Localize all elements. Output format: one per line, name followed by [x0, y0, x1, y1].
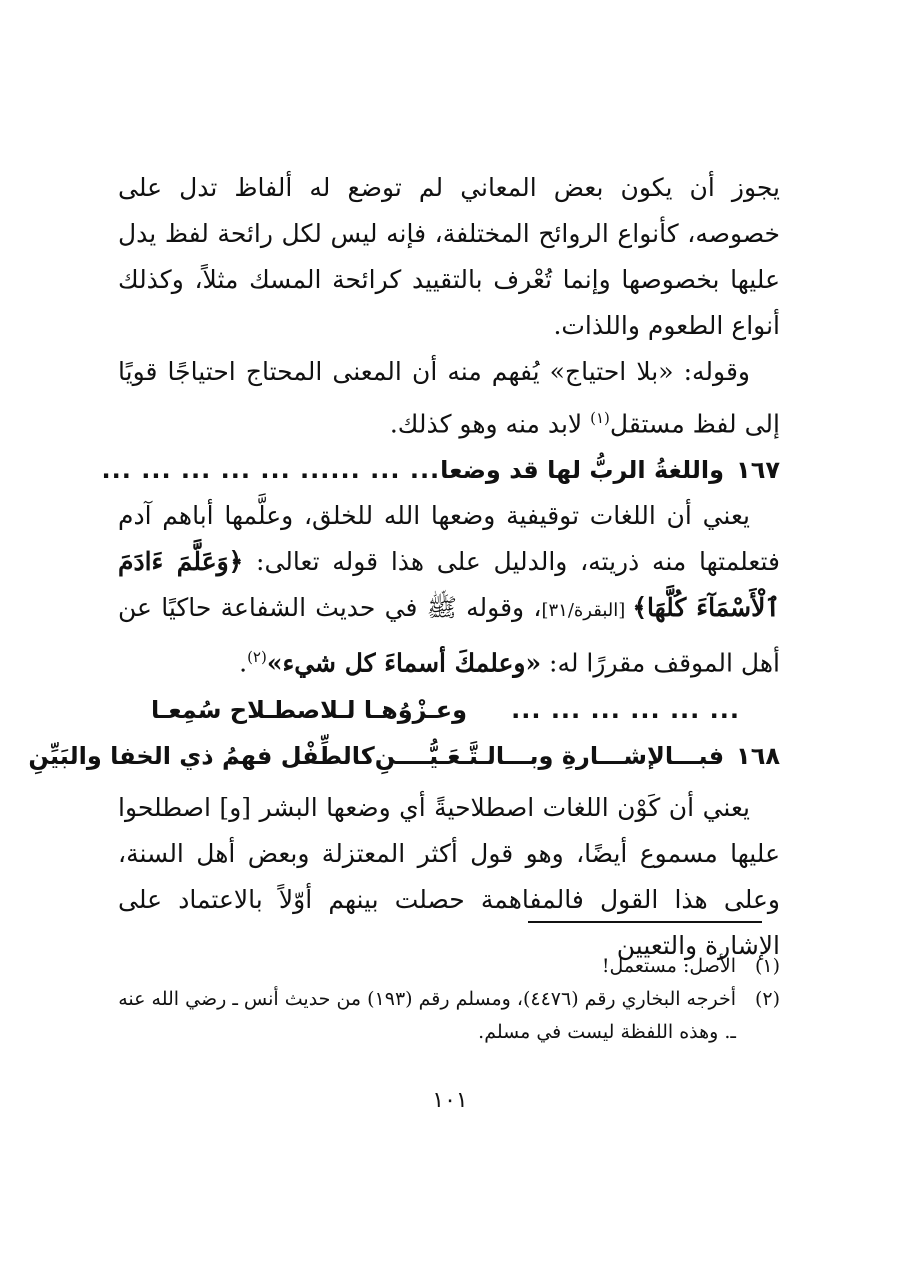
footnote-text: الأصل: مستعمل!	[601, 955, 736, 977]
quran-reference: [البقرة/٣١]	[541, 600, 633, 622]
paragraph-3-part-c: .	[239, 648, 248, 678]
verse-168-line-1	[118, 687, 780, 733]
verse-168-first-hemistich: فبـــالإشـــارةِ وبـــالـتَّـعَـيُّــــنِ	[374, 741, 725, 770]
footnote-1	[118, 950, 780, 983]
paragraph-2-part-b: لابد منه وهو كذلك.	[389, 409, 591, 439]
hadith-quote: «وعلمكَ أسماءَ كل شيء»	[266, 648, 542, 678]
verse-number-167: ١٦٧	[736, 456, 780, 485]
paragraph-3-part-a: يعني أن اللغات توقيفية وضعها الله للخلق، وعلَّمها أباهم آدم فتعلمتها منه ذريته، والدليل على هذا قوله تعالى:	[118, 501, 780, 577]
verse-168-line-2	[28, 733, 780, 779]
verse-number-168: ١٦٨	[736, 741, 780, 770]
footnote-number: (٢)	[754, 988, 780, 1010]
verse-167-dots-a: ... ... ...	[330, 456, 441, 485]
quran-verse: ﴿وَعَلَّمَ ءَادَمَ ٱلْأَسْمَآءَ كُلَّهَا﴾	[118, 547, 780, 623]
footnotes	[118, 950, 780, 1049]
paragraph-1: يجوز أن يكون بعض المعاني لم توضع له ألفاظ تدل على خصوصه، كأنواع الروائح المختلفة، فإنه ليس لكل رائحة لفظ يدل عليها بخصوصها وإنما تُعْرف بالتقييد كرائحة المسك مثلاً، وكذلك أنواع الطعوم واللذات.	[118, 173, 780, 340]
paragraph-3	[118, 493, 780, 686]
paragraph-3-part-b: ، وقوله ﷺ في حديث الشفاعة حاكيًا عن أهل الموقف مقررًا له:	[118, 593, 780, 678]
paragraph-4: يعني أن كَوْن اللغات اصطلاحيةً أي وضعها البشر [و] اصطلحوا عليها مسموع أيضًا، وهو قول أكثر المعتزلة وبعض أهل السنة، وعلى هذا القول فالمفاهمة حصلت بينهم أوّلاً بالاعتماد على الإشارة والتعيين	[118, 792, 780, 960]
paragraph-2	[118, 349, 780, 447]
footnote-text: أخرجه البخاري رقم (٤٤٧٦)، ومسلم رقم (١٩٣) من حديث أنس ـ رضي الله عنه ـ. وهذه اللفظة ليست في مسلم.	[118, 988, 736, 1043]
verse-167-dots-b: ... ... ... ... ... ...	[101, 456, 331, 485]
paragraph-2-part-a: وقوله: «بلا احتياج» يُفهم منه أن المعنى المحتاج احتياجًا قويًا إلى لفظ مستقل	[118, 357, 780, 439]
footnote-divider	[528, 921, 762, 923]
footnote-ref-1[interactable]: (١)	[590, 409, 610, 427]
verse-168-line-1-text: وعـزْوُهـا لـلاصطـلاح سُمِعـا	[150, 695, 468, 724]
main-text	[28, 165, 780, 969]
verse-168-second-hemistich: كالطِّفْل فهمُ ذي الخفا والبَيِّنِ	[28, 741, 375, 770]
page-number: ١٠١	[432, 1088, 468, 1113]
footnote-number: (١)	[754, 955, 780, 977]
footnote-ref-2[interactable]: (٢)	[247, 648, 267, 667]
verse-167-text: واللغةُ الربُّ لها قد وضعا	[440, 456, 725, 485]
verse-167	[101, 447, 780, 493]
footnote-2	[118, 983, 780, 1049]
verse-168-dots: ... ... ... ... ... ...	[511, 695, 740, 724]
